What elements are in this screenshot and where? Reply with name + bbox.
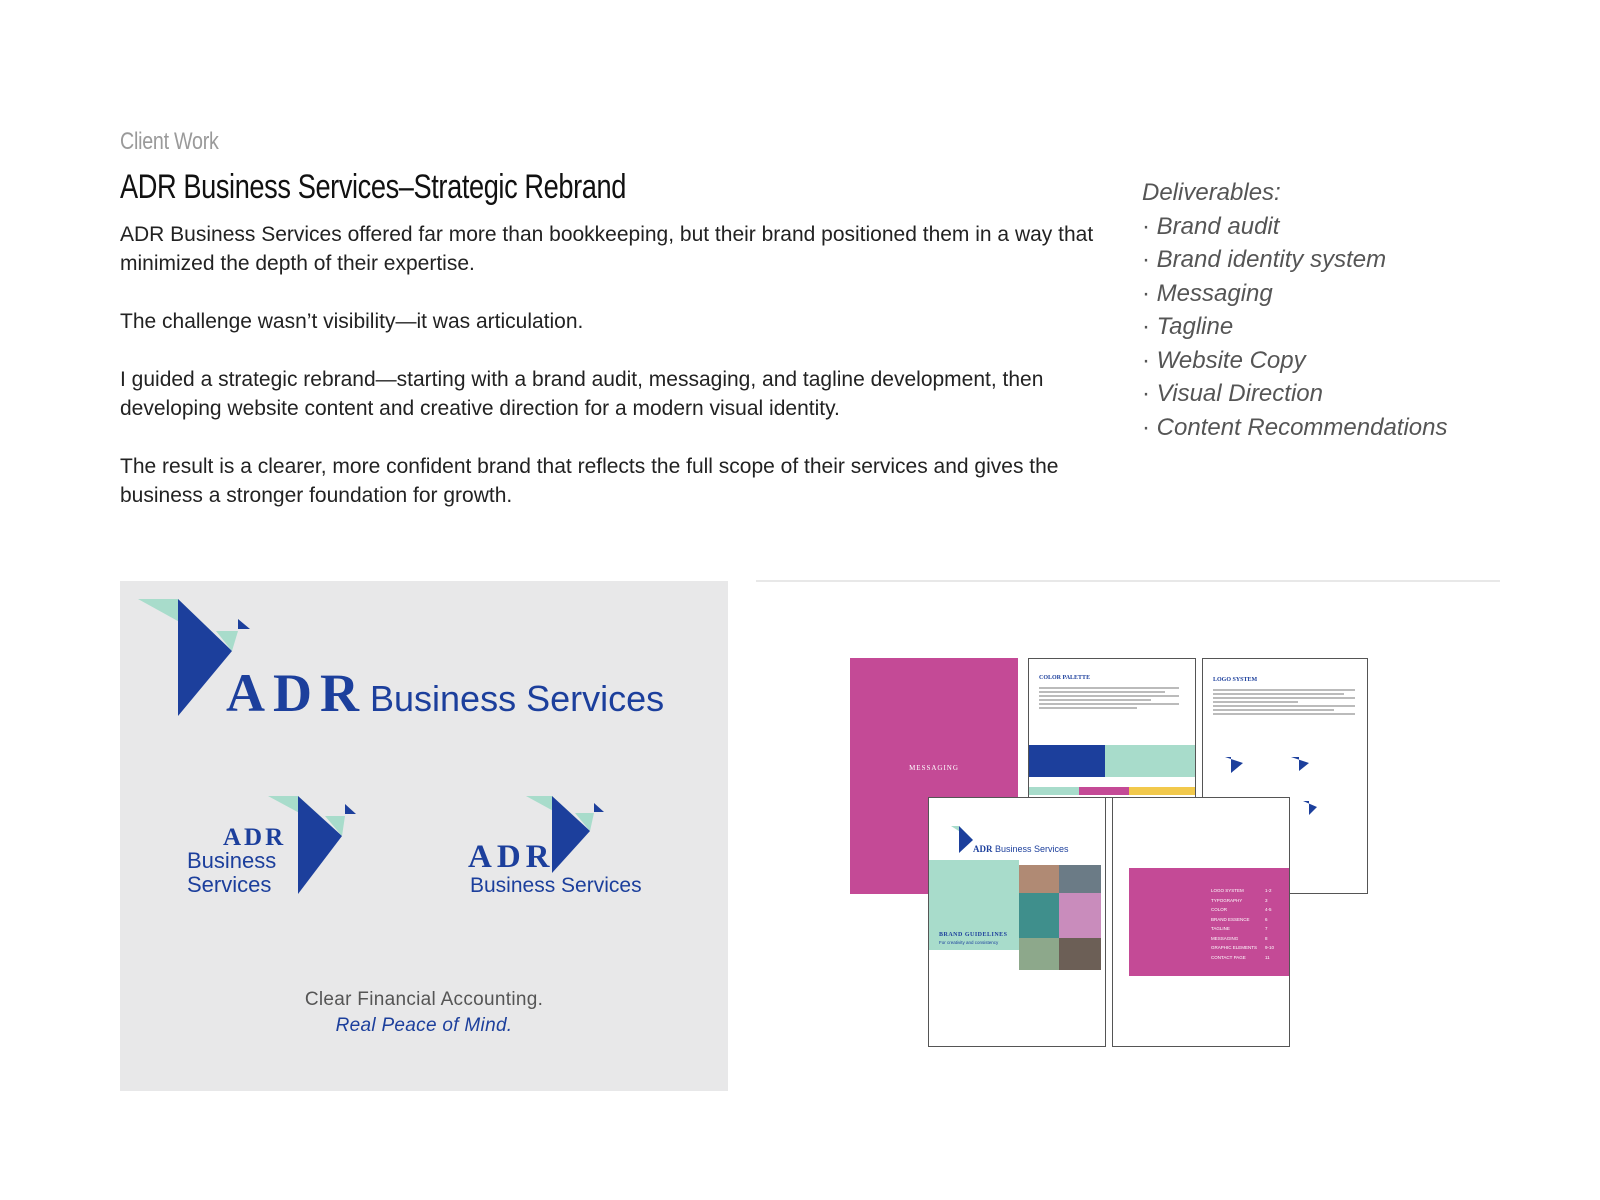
table-of-contents-page — [1112, 797, 1290, 1047]
logo-panel — [120, 581, 728, 1091]
toc-page: 9-10 — [1265, 945, 1275, 950]
stacked-services: Services — [187, 872, 272, 897]
deliverable-item: · Content Recommendations — [1142, 411, 1448, 445]
body-paragraph: ADR Business Services offered far more than bookkeeping, but their brand positioned them in a way that minimized the depth of their expertise. — [120, 223, 1094, 275]
bird-beak-blue — [238, 619, 250, 629]
secondary-wordmark: ADR — [468, 839, 555, 875]
primary-business-services: Business Services — [370, 678, 665, 719]
toc-page: 1-2 — [1265, 888, 1272, 893]
toc-item: MESSAGING — [1211, 935, 1239, 941]
page-title: ADR Business Services–Strategic Rebrand — [120, 168, 626, 206]
bird-body-blue — [178, 599, 232, 716]
swatch-mint-small — [1029, 787, 1079, 795]
cover-logo-wordmark: ADR — [973, 844, 993, 854]
body-paragraph: I guided a strategic rebrand—starting with a brand audit, messaging, and tagline development, then developing website content and creative direction for a modern visual identity. — [120, 368, 1044, 420]
stacked-wordmark: ADR — [223, 824, 287, 851]
swatch-yellow-small — [1129, 787, 1196, 795]
body-copy — [120, 220, 1120, 539]
toc-page: 7 — [1265, 926, 1268, 931]
deliverable-item: · Brand audit — [1142, 210, 1448, 244]
stacked-bird-body — [298, 796, 342, 894]
toc-item: BRAND ESSENCE — [1211, 916, 1250, 922]
tagline-line-1: Clear Financial Accounting. — [304, 989, 544, 1010]
stacked-business: Business — [187, 848, 277, 873]
toc-page: 3 — [1265, 897, 1268, 903]
deliverable-item: · Messaging — [1142, 277, 1448, 311]
toc-page-numbers — [1265, 886, 1274, 962]
toc-item: COLOR — [1211, 907, 1228, 912]
color-palette-page — [1028, 658, 1196, 798]
primary-wordmark: ADR — [226, 663, 367, 723]
swatch-blue — [1029, 745, 1105, 777]
toc-item: TAGLINE — [1211, 926, 1230, 931]
toc-item: CONTACT PAGE — [1211, 954, 1246, 960]
logo-system-heading: LOGO SYSTEM — [1213, 677, 1258, 683]
toc-item: GRAPHIC ELEMENTS — [1211, 945, 1258, 950]
tagline-line-2: Real Peace of Mind. — [335, 1015, 513, 1036]
toc-page: 11 — [1265, 954, 1270, 960]
toc-page: 6 — [1265, 916, 1268, 922]
section-divider — [756, 580, 1500, 582]
toc-item: LOGO SYSTEM — [1211, 888, 1244, 893]
guidelines-subtitle: For creativity and consistency — [939, 940, 999, 945]
cover-logo — [973, 844, 1069, 854]
deliverable-item: · Brand identity system — [1142, 243, 1448, 277]
deliverable-item: · Visual Direction — [1142, 377, 1448, 411]
toc-page: 8 — [1265, 935, 1268, 941]
toc-item: TYPOGRAPHY — [1211, 897, 1243, 903]
toc-page: 4-5 — [1265, 907, 1272, 912]
body-paragraph: The result is a clearer, more confident brand that reflects the full scope of their services and gives the business a stronger foundation for growth. — [120, 455, 1059, 507]
deliverable-item: · Website Copy — [1142, 344, 1448, 378]
color-palette-heading: COLOR PALETTE — [1039, 675, 1091, 681]
guidelines-title: BRAND GUIDELINES — [939, 932, 1008, 938]
secondary-bird-beak — [594, 803, 604, 812]
cover-logo-business-services: Business Services — [995, 844, 1069, 854]
brand-guidelines-mockup — [850, 655, 1370, 1055]
swatch-magenta-small — [1079, 787, 1129, 795]
deliverable-item: · Tagline — [1142, 310, 1448, 344]
eyebrow-label: Client Work — [120, 128, 219, 155]
messaging-label: MESSAGING — [909, 764, 959, 772]
secondary-bird-body — [552, 796, 590, 873]
body-paragraph: The challenge wasn’t visibility—it was articulation. — [120, 310, 584, 333]
cover-graphic — [929, 798, 1106, 1047]
stacked-bird-beak — [345, 804, 356, 814]
toc-list — [1211, 886, 1257, 962]
deliverables-list — [1142, 176, 1448, 444]
swatch-mint — [1105, 745, 1196, 777]
brand-guidelines-cover — [928, 797, 1106, 1047]
secondary-business-services: Business Services — [470, 874, 642, 897]
deliverables-heading: Deliverables: — [1142, 179, 1281, 206]
text-lines — [1039, 687, 1179, 711]
